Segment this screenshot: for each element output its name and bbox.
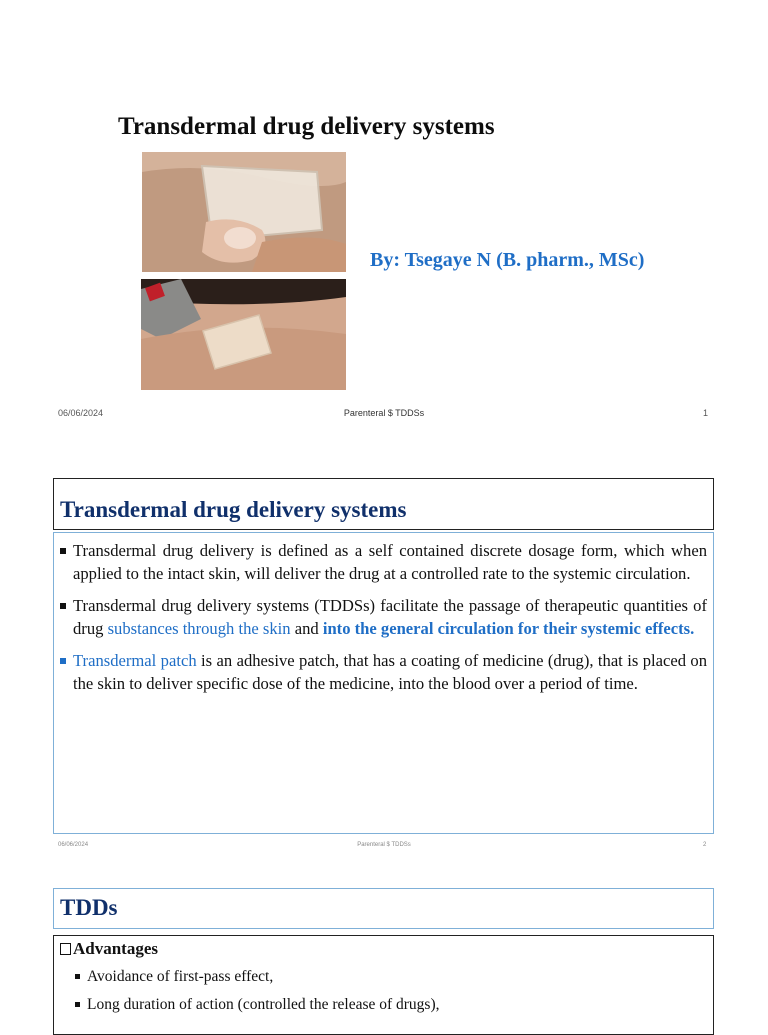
bullet-square-icon (60, 548, 66, 554)
bullet-text: is an adhesive patch, that has a coating of medicine (drug), that is placed on the skin to deliver specific dose of the medicine, into the blood over a period of time. (73, 651, 707, 693)
advantages-list (75, 966, 707, 1022)
slide-2-content-box (53, 532, 714, 834)
highlight-text: Transdermal patch (73, 651, 197, 670)
author-byline: By: Tsegaye N (B. pharm., MSc) (370, 249, 645, 271)
footer-title: Parenteral $ TDDSs (357, 842, 411, 848)
footer-date: 06/06/2024 (58, 408, 104, 418)
checkbox-square-icon (60, 943, 71, 955)
advantages-heading-text: Advantages (73, 939, 159, 958)
list-item (75, 994, 707, 1016)
bullet-text: and (290, 618, 323, 638)
patch-photo-top (142, 152, 346, 272)
definition-list (60, 540, 707, 705)
footer-title: Parenteral $ TDDSs (343, 408, 425, 418)
bullet-square-icon (75, 974, 80, 979)
slide-3-title: TDDs (60, 895, 118, 920)
patch-photo-bottom (141, 279, 346, 390)
slide-3-title-box (53, 888, 714, 929)
list-item (60, 540, 707, 585)
bullet-text: Transdermal drug delivery is defined as a self contained discrete dosage form, which when applied to the intact skin, will deliver the drug at a controlled rate to the systemic circulation. (73, 541, 707, 583)
advantage-text: Avoidance of first-pass effect, (87, 968, 274, 985)
slide-3-content-box (53, 935, 714, 1035)
footer-date: 06/06/2024 (58, 842, 89, 848)
bullet-text: Transdermal drug delivery systems (TDDSs) facilitate the passage of therapeutic quantities of drug (73, 596, 707, 638)
slide-1-title: Transdermal drug delivery systems (118, 113, 495, 140)
advantage-text: Long duration of action (controlled the release of drugs), (87, 996, 440, 1013)
slide-2-title-box (53, 478, 714, 530)
slide-1 (0, 0, 768, 430)
list-item (60, 595, 707, 640)
slide-2 (0, 430, 768, 860)
patch-on-arm-image (142, 152, 346, 272)
advantages-heading (60, 939, 158, 959)
slide-2-title: Transdermal drug delivery systems (60, 497, 407, 522)
bullet-square-icon (60, 658, 66, 664)
list-item (75, 966, 707, 988)
bullet-square-icon (75, 1002, 80, 1007)
footer-page-number: 1 (703, 408, 709, 418)
highlight-text: substances through the skin (107, 618, 291, 638)
patch-on-upper-arm-image (141, 279, 346, 390)
list-item (60, 650, 707, 695)
bullet-square-icon (60, 603, 66, 609)
highlight-bold-text: into the general circulation for their systemic effects. (322, 618, 695, 638)
slide-3 (0, 860, 768, 1024)
footer-page-number: 2 (703, 842, 707, 848)
